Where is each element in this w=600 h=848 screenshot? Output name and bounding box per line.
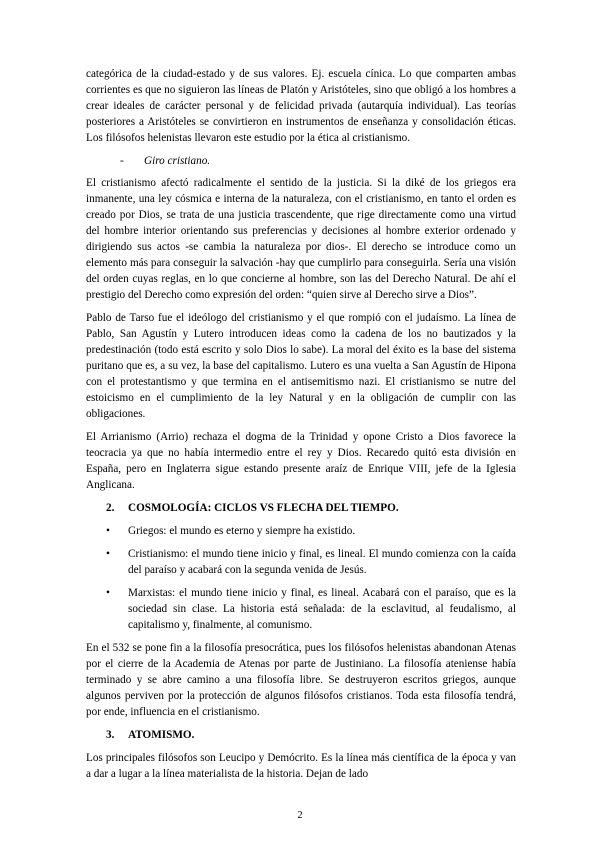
subitem-label: Giro cristiano.: [144, 155, 211, 167]
paragraph-end-of-presocratic: En el 532 se pone fin a la filosofía presocrática, pues los filósofos helenistas abandonan Atenas por el cierre de la Academia de Atenas por parte de Justiniano. La filosofía ateniense había terminado y se abre camino a una filosofía libre. Se destruyeron escritos griegos, aunque algunos perviven por la protección de algunos filósofos cristianos. Toda esta filosofía tendrá, por ende, influencia en el cristianismo.: [86, 642, 516, 718]
list-item-text: Griegos: el mundo es eterno y siempre ha existido.: [128, 525, 356, 537]
document-page: [86, 66, 516, 789]
list-item: [86, 546, 516, 578]
subitem-giro-cristiano: [86, 153, 516, 169]
bullet-list-cosmology: [86, 523, 516, 633]
section-number: 3.: [106, 729, 115, 741]
list-item: [86, 523, 516, 539]
dash-marker: -: [120, 155, 124, 167]
list-item-text: Cristianismo: el mundo tiene inicio y final, es lineal. El mundo comienza con la caída del paraíso y acabará con la segunda venida de Jesús.: [128, 548, 516, 576]
paragraph-leucipo-democrito: Los principales filósofos son Leucipo y Demócrito. Es la línea más científica de la época y van a dar a lugar a la línea materialista de la historia. Dejan de lado: [86, 752, 516, 780]
list-item-text: Marxistas: el mundo tiene inicio y final, es lineal. Acabará con el paraíso, que es la sociedad sin clase. La historia está señalada: de la esclavitud, al feudalismo, al capitalismo y, finalmente, al comunismo.: [128, 587, 516, 631]
section-heading-cosmologia: [86, 500, 516, 516]
bullet-icon: •: [106, 548, 110, 560]
section-title: COSMOLOGÍA: CICLOS VS FLECHA DEL TIEMPO.: [128, 502, 399, 514]
paragraph-christianity-justice: El cristianismo afectó radicalmente el sentido de la justicia. Si la diké de los griegos era inmanente, una ley cósmica e interna de la naturaleza, con el cristianismo, en tanto el orden es creado por Dios, se trata de una justicia trascendente, que rige directamente como una virtud del hombre interior orientando sus preferencias y decisiones al hombre exterior ordenado y dirigiendo sus actos -se cambia la naturaleza por dios-. El derecho se introduce como un elemento más para conseguir la salvación -hay que cumplirlo para conseguirla. Sería una visión del orden cuyas reglas, en lo que concierne al hombre, son las del Derecho Natural. De ahí el prestigio del Derecho como expresión del orden: “quien sirve al Derecho sirve a Dios”.: [86, 177, 516, 301]
paragraph-helenistic-ethics: categórica de la ciudad-estado y de sus valores. Ej. escuela cínica. Lo que comparten ambas corrientes es que no siguieron las líneas de Platón y Aristóteles, sino que obligó a los hombres a crear ideales de carácter personal y de felicidad privada (autarquía individual). Las teorías posteriores a Aristóteles se convirtieron en instrumentos de enseñanza y consolidación éticas. Los filósofos helenistas llevaron este estudio por la ética al cristianismo.: [86, 68, 516, 144]
page-number: 2: [297, 810, 303, 821]
list-item: [86, 585, 516, 633]
paragraph-pablo-de-tarso: Pablo de Tarso fue el ideólogo del cristianismo y el que rompió con el judaísmo. La línea de Pablo, San Agustín y Lutero introducen ideas como la cadena de los no bautizados y la predestinación (todo está escrito y solo Dios lo sabe). La moral del éxito es la base del sistema puritano que es, a su vez, la base del capitalismo. Lutero es una vuelta a San Agustín de Hipona con el protestantismo y que termina en el antisemitismo nazi. El cristianismo se nutre del estoicismo en el cumplimiento de la ley Natural y en la obligación de cumplir con las obligaciones.: [86, 312, 516, 420]
section-heading-atomismo: [86, 727, 516, 743]
section-title: ATOMISMO.: [128, 729, 195, 741]
section-number: 2.: [106, 502, 115, 514]
paragraph-arrianismo: El Arrianismo (Arrio) rechaza el dogma de la Trinidad y opone Cristo a Dios favorece la teocracia ya que no había intermedio entre el rey y Dios. Recaredo quitó esta división en España, pero en Inglaterra sigue estando presente araíz de Enrique VIII, jefe de la Iglesia Anglicana.: [86, 431, 516, 491]
bullet-icon: •: [106, 525, 110, 537]
bullet-icon: •: [106, 587, 110, 599]
